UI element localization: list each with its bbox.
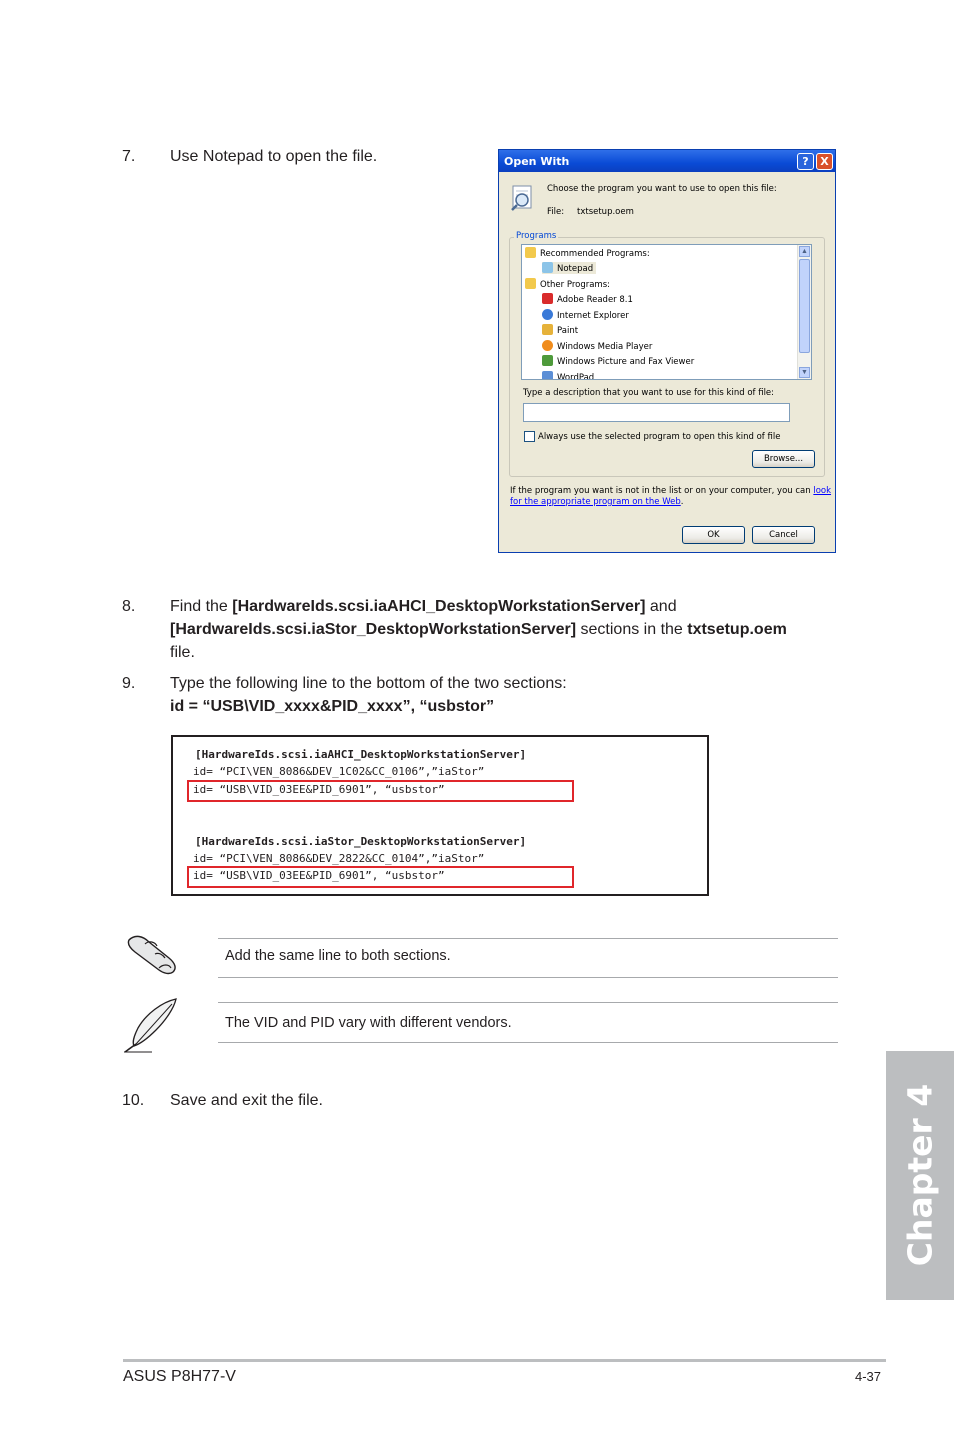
chapter-label: Chapter 4 <box>900 1083 940 1267</box>
step-7-number: 7. <box>122 148 136 165</box>
code-section-1-line-2: id= “USB\VID_03EE&PID_6901”, “usbstor” <box>193 783 445 796</box>
file-search-icon <box>509 184 537 212</box>
note-1-top-rule <box>218 938 838 939</box>
folder-icon <box>525 278 536 289</box>
paint-icon <box>542 324 553 335</box>
file-name: txtsetup.oem <box>577 207 634 217</box>
step-10-number: 10. <box>122 1092 145 1109</box>
picture-viewer-icon <box>542 355 553 366</box>
programs-list[interactable] <box>521 244 812 380</box>
description-input[interactable] <box>523 403 790 422</box>
code-section-1-line-1: id= “PCI\VEN_8086&DEV_1C02&CC_0106”,”iaStor” <box>193 765 485 778</box>
browse-button[interactable]: Browse... <box>752 450 815 468</box>
dialog-title-bar <box>499 150 835 172</box>
close-button[interactable]: X <box>816 153 833 170</box>
web-link[interactable]: for the appropriate program on the Web <box>510 497 681 507</box>
media-player-icon <box>542 340 553 351</box>
list-scrollbar[interactable] <box>797 245 811 379</box>
scroll-up-icon[interactable]: ▲ <box>799 246 810 257</box>
other-header: Other Programs: <box>525 278 610 290</box>
programs-group-label: Programs <box>516 231 557 241</box>
always-use-checkbox[interactable] <box>524 431 535 442</box>
hand-note-icon <box>125 930 181 976</box>
feather-pen-icon <box>122 996 180 1054</box>
always-use-label: Always use the selected program to open this kind of file <box>538 432 781 442</box>
open-with-dialog <box>498 149 836 553</box>
list-item[interactable]: Windows Media Player <box>542 340 652 352</box>
cancel-button[interactable]: Cancel <box>752 526 815 544</box>
look-link[interactable]: look <box>813 486 832 496</box>
list-item[interactable]: Adobe Reader 8.1 <box>542 293 633 305</box>
scroll-thumb[interactable] <box>799 259 810 353</box>
adobe-reader-icon <box>542 293 553 304</box>
list-item[interactable]: Internet Explorer <box>542 309 629 321</box>
note-2-text: The VID and PID vary with different vendors. <box>225 1015 512 1031</box>
step-8-text: Find the [HardwareIds.scsi.iaAHCI_DesktopWorkstationServer] and [HardwareIds.scsi.iaStor_DesktopWorkstationServer] sections in the txtsetup.oem file. <box>170 598 787 661</box>
code-section-2-header: [HardwareIds.scsi.iaStor_DesktopWorkstationServer] <box>195 835 527 848</box>
code-section-2-line-2: id= “USB\VID_03EE&PID_6901”, “usbstor” <box>193 869 445 882</box>
dialog-info-text: If the program you want is not in the list or on your computer, you can look for the appropriate program on the Web. <box>510 486 832 507</box>
ok-button[interactable]: OK <box>682 526 745 544</box>
note-1-bottom-rule <box>218 977 838 978</box>
note-1-text: Add the same line to both sections. <box>225 948 451 964</box>
help-button[interactable]: ? <box>797 153 814 170</box>
dialog-prompt: Choose the program you want to use to open this file: <box>547 184 777 194</box>
step-9-text: Type the following line to the bottom of the two sections: id = “USB\VID_xxxx&PID_xxxx”, “usbstor” <box>170 675 567 715</box>
dialog-title: Open With <box>504 155 570 168</box>
recommended-header: Recommended Programs: <box>525 247 650 259</box>
wordpad-icon <box>542 371 553 380</box>
code-section-2-line-1: id= “PCI\VEN_8086&DEV_2822&CC_0104”,”iaStor” <box>193 852 485 865</box>
footer-page-number: 4-37 <box>855 1369 882 1384</box>
note-2-top-rule <box>218 1002 838 1003</box>
list-item[interactable]: Notepad <box>542 262 596 274</box>
file-label: File: <box>547 207 565 217</box>
code-section-1-header: [HardwareIds.scsi.iaAHCI_DesktopWorkstationServer] <box>195 748 527 761</box>
footer-rule <box>123 1359 886 1362</box>
folder-icon <box>525 247 536 258</box>
list-item[interactable]: Paint <box>542 324 578 336</box>
code-sample-box <box>171 735 709 896</box>
step-9-number: 9. <box>122 675 136 692</box>
notepad-icon <box>542 262 553 273</box>
footer-product-name: ASUS P8H77-V <box>123 1368 236 1385</box>
step-10-text: Save and exit the file. <box>170 1092 323 1109</box>
list-item[interactable]: Windows Picture and Fax Viewer <box>542 355 694 367</box>
description-label: Type a description that you want to use for this kind of file: <box>523 388 775 398</box>
step-8-number: 8. <box>122 598 136 615</box>
note-2-bottom-rule <box>218 1042 838 1043</box>
list-item[interactable]: WordPad <box>542 371 594 380</box>
scroll-down-icon[interactable]: ▼ <box>799 367 810 378</box>
internet-explorer-icon <box>542 309 553 320</box>
step-7-text: Use Notepad to open the file. <box>170 148 378 165</box>
